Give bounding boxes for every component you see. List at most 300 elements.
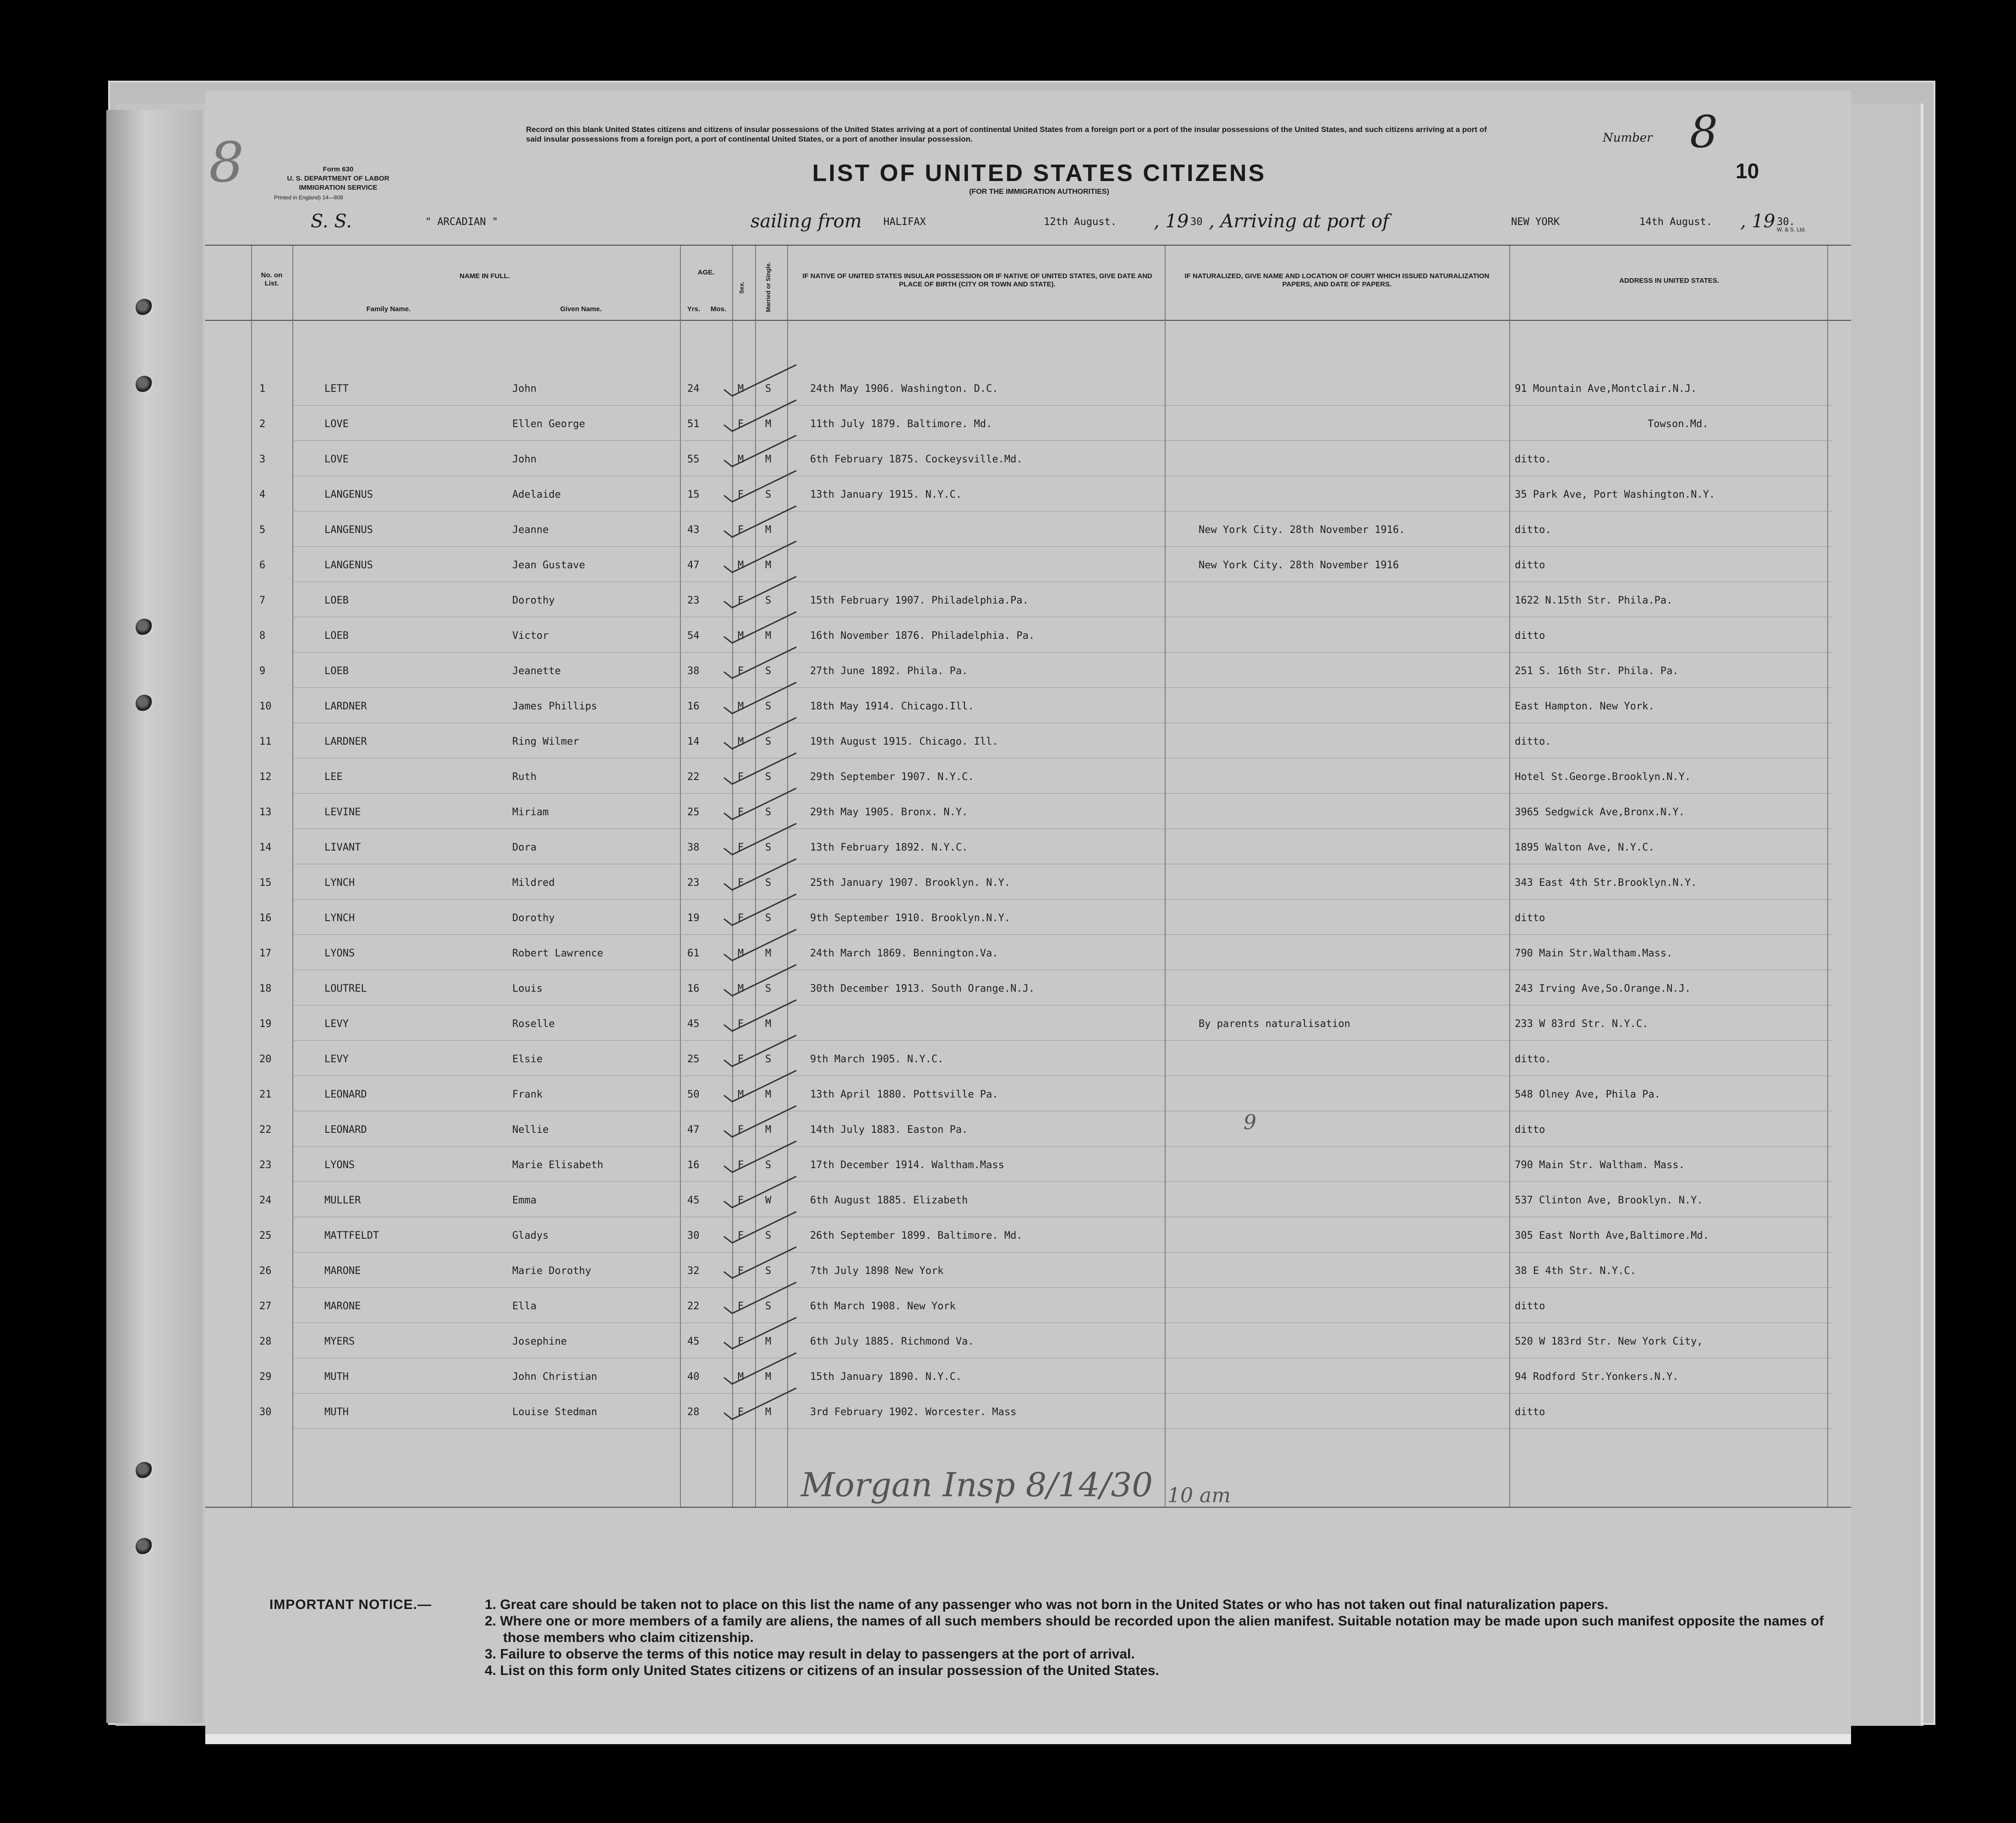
check-mark-icon: [718, 609, 810, 646]
age-years: 45: [687, 1195, 700, 1206]
check-mark-icon: [718, 538, 810, 575]
birth-details: 27th June 1892. Phila. Pa.: [810, 665, 968, 677]
check-mark-icon: [718, 891, 810, 928]
given-name: Mildred: [512, 877, 555, 889]
family-name: MYERS: [324, 1336, 355, 1347]
family-name: LOEB: [324, 630, 349, 642]
row-rule: [292, 1146, 1833, 1147]
departure-port: HALIFAX: [883, 216, 926, 228]
age-years: 61: [687, 948, 700, 959]
family-name: LARDNER: [324, 701, 367, 712]
table-row: [205, 830, 1851, 865]
birth-details: 9th March 1905. N.Y.C.: [810, 1054, 944, 1065]
age-years: 24: [687, 383, 700, 395]
age-years: 43: [687, 524, 700, 536]
marital-status: S: [765, 1230, 772, 1241]
marital-status: M: [765, 524, 772, 536]
row-number: 11: [259, 736, 272, 747]
departure-date: 12th August.: [1044, 216, 1117, 228]
table-row: [205, 1112, 1851, 1147]
age-years: 16: [687, 1159, 700, 1171]
marital-status: M: [765, 948, 772, 959]
table-row: [205, 1006, 1851, 1041]
sex: M: [738, 383, 744, 395]
row-number: 13: [259, 807, 272, 818]
check-mark-icon: [718, 750, 810, 787]
row-number: 15: [259, 877, 272, 889]
sex: M: [738, 1089, 744, 1100]
check-mark-icon: [718, 1103, 810, 1140]
us-address: ditto.: [1515, 524, 1551, 536]
naturalization-details: By parents naturalisation: [1199, 1018, 1351, 1030]
given-name: John Christian: [512, 1371, 597, 1383]
table-row: [205, 583, 1851, 618]
row-rule: [292, 1181, 1833, 1182]
sailing-label: sailing from: [751, 211, 862, 232]
sex: M: [738, 983, 744, 994]
row-rule: [292, 1393, 1833, 1394]
birth-details: 16th November 1876. Philadelphia. Pa.: [810, 630, 1035, 642]
age-years: 25: [687, 807, 700, 818]
header-married-single: Married or Single.: [765, 262, 772, 312]
header-mos: Mos.: [710, 305, 727, 313]
row-number: 5: [259, 524, 266, 536]
header-name: NAME IN FULL.: [460, 272, 510, 280]
age-years: 47: [687, 1124, 700, 1136]
check-mark-icon: [718, 821, 810, 857]
marital-status: S: [765, 595, 772, 606]
birth-details: 30th December 1913. South Orange.N.J.: [810, 983, 1035, 994]
birth-details: 15th February 1907. Philadelphia.Pa.: [810, 595, 1029, 606]
sex: F: [738, 1265, 744, 1277]
notice-item: 1. Great care should be taken not to place on this list the name of any passenger who was not born in the United States or who has not taken out final naturalization papers.: [485, 1597, 1609, 1612]
row-rule: [292, 405, 1833, 406]
family-name: LOEB: [324, 665, 349, 677]
birth-details: 19th August 1915. Chicago. Ill.: [810, 736, 998, 747]
given-name: Ellen George: [512, 418, 585, 430]
marital-status: S: [765, 771, 772, 783]
notice-label: IMPORTANT NOTICE.—: [269, 1597, 432, 1612]
header-bottom-rule: [205, 320, 1851, 321]
table-row: [205, 865, 1851, 900]
marital-status: M: [765, 1089, 772, 1100]
row-number: 27: [259, 1301, 272, 1312]
given-name: Marie Dorothy: [512, 1265, 592, 1277]
sex: F: [738, 524, 744, 536]
family-name: LYONS: [324, 1159, 355, 1171]
family-name: LYNCH: [324, 877, 355, 889]
birth-details: 29th September 1907. N.Y.C.: [810, 771, 974, 783]
us-address: 548 Olney Ave, Phila Pa.: [1515, 1089, 1660, 1100]
row-number: 10: [259, 701, 272, 712]
marital-status: S: [765, 1159, 772, 1171]
sex: F: [738, 1230, 744, 1241]
sex: F: [738, 489, 744, 500]
age-years: 19: [687, 912, 700, 924]
marital-status: S: [765, 1054, 772, 1065]
row-number: 7: [259, 595, 266, 606]
header-naturalized: IF NATURALIZED, GIVE NAME AND LOCATION OF COURT WHICH ISSUED NATURALIZATION PAPERS, AND DATE OF PAPERS.: [1184, 272, 1490, 288]
table-row: [205, 936, 1851, 971]
given-name: Dora: [512, 842, 537, 853]
row-number: 28: [259, 1336, 272, 1347]
record-instructions: Record on this blank United States citizens and citizens of insular possessions of the United States arriving at a port of continental United States from a foreign port or a port of the insular possessions of the United States, and such citizens arriving at a port of said insular possessions from a foreign port, a port of continental United States, or a port of another insular possession.: [526, 125, 1487, 143]
us-address: 233 W 83rd Str. N.Y.C.: [1515, 1018, 1649, 1030]
sex: M: [738, 560, 744, 571]
birth-details: 6th February 1875. Cockeysville.Md.: [810, 454, 1023, 465]
family-name: LETT: [324, 383, 349, 395]
table-bottom-rule: [205, 1507, 1851, 1508]
sex: F: [738, 1124, 744, 1136]
marital-status: W: [765, 1195, 772, 1206]
page-number: 10: [1736, 159, 1759, 183]
naturalization-details: New York City. 28th November 1916: [1199, 560, 1399, 571]
family-name: LEVY: [324, 1018, 349, 1030]
given-name: Gladys: [512, 1230, 549, 1241]
age-years: 51: [687, 418, 700, 430]
birth-details: 6th August 1885. Elizabeth: [810, 1195, 968, 1206]
birth-details: 13th February 1892. N.Y.C.: [810, 842, 968, 853]
age-years: 45: [687, 1018, 700, 1030]
family-name: MUTH: [324, 1371, 349, 1383]
row-number: 9: [259, 665, 266, 677]
row-number: 12: [259, 771, 272, 783]
table-row: [205, 653, 1851, 688]
birth-details: 14th July 1883. Easton Pa.: [810, 1124, 968, 1136]
row-number: 24: [259, 1195, 272, 1206]
age-years: 25: [687, 1054, 700, 1065]
birth-details: 6th July 1885. Richmond Va.: [810, 1336, 974, 1347]
family-name: LYONS: [324, 948, 355, 959]
number-label: Number: [1603, 131, 1653, 145]
marital-status: S: [765, 983, 772, 994]
given-name: Louise Stedman: [512, 1406, 597, 1418]
age-years: 30: [687, 1230, 700, 1241]
age-years: 32: [687, 1265, 700, 1277]
row-rule: [292, 899, 1833, 900]
age-years: 14: [687, 736, 700, 747]
table-row: [205, 1218, 1851, 1253]
age-years: 45: [687, 1336, 700, 1347]
row-number: 18: [259, 983, 272, 994]
check-mark-icon: [718, 362, 810, 399]
inspector-signature: Morgan Insp 8/14/30: [801, 1466, 1153, 1504]
voyage-line: [292, 211, 1823, 234]
marital-status: M: [765, 1336, 772, 1347]
given-name: Dorothy: [512, 595, 555, 606]
table-row: [205, 1395, 1851, 1429]
manifest-sheet: [205, 91, 1851, 1734]
notice-item: 4. List on this form only United States citizens or citizens of an insular possession of the United States.: [485, 1663, 1159, 1678]
check-mark-icon: [718, 856, 810, 893]
given-name: Ruth: [512, 771, 537, 783]
us-address: Hotel St.George.Brooklyn.N.Y.: [1515, 771, 1691, 783]
given-name: Victor: [512, 630, 549, 642]
binding-hole: [136, 1538, 153, 1555]
family-name: LANGENUS: [324, 489, 373, 500]
birth-details: 25th January 1907. Brooklyn. N.Y.: [810, 877, 1011, 889]
check-mark-icon: [718, 1315, 810, 1351]
age-years: 22: [687, 1301, 700, 1312]
family-name: LANGENUS: [324, 560, 373, 571]
margin-number-annotation: 9: [1244, 1111, 1256, 1134]
given-name: James Phillips: [512, 701, 597, 712]
us-address: ditto: [1515, 630, 1545, 642]
birth-details: 13th April 1880. Pottsville Pa.: [810, 1089, 998, 1100]
row-rule: [292, 687, 1833, 688]
check-mark-icon: [718, 1244, 810, 1281]
marital-status: S: [765, 665, 772, 677]
table-row: [205, 1253, 1851, 1288]
marital-status: S: [765, 489, 772, 500]
check-mark-icon: [718, 1385, 810, 1422]
sex: M: [738, 1371, 744, 1383]
us-address: 1622 N.15th Str. Phila.Pa.: [1515, 595, 1673, 606]
departure-year-prefix: , 19: [1154, 211, 1189, 232]
row-rule: [292, 1040, 1833, 1041]
notice-item: 2. Where one or more members of a family are aliens, the names of all such members should be recorded upon the alien manifest. Suitable notation may be made upon such manifest opposite the names of those members who claim citizenship.: [485, 1614, 1824, 1645]
header-family: Family Name.: [366, 305, 411, 313]
given-name: John: [512, 454, 537, 465]
row-number: 22: [259, 1124, 272, 1136]
family-name: LOUTREL: [324, 983, 367, 994]
check-mark-icon: [718, 433, 810, 469]
age-years: 23: [687, 595, 700, 606]
sex: M: [738, 701, 744, 712]
age-years: 16: [687, 701, 700, 712]
check-mark-icon: [718, 397, 810, 434]
given-name: Jeanne: [512, 524, 549, 536]
sex: F: [738, 418, 744, 430]
check-mark-icon: [718, 785, 810, 822]
row-number: 16: [259, 912, 272, 924]
us-address: ditto: [1515, 1124, 1545, 1136]
birth-details: 18th May 1914. Chicago.Ill.: [810, 701, 974, 712]
table-row: [205, 406, 1851, 441]
sex: F: [738, 1018, 744, 1030]
marital-status: S: [765, 912, 772, 924]
birth-details: 13th January 1915. N.Y.C.: [810, 489, 962, 500]
us-address: 243 Irving Ave,So.Orange.N.J.: [1515, 983, 1691, 994]
table-row: [205, 477, 1851, 512]
row-rule: [292, 934, 1833, 935]
arrival-port: NEW YORK: [1511, 216, 1560, 228]
marital-status: S: [765, 1265, 772, 1277]
number-handwritten: 8: [1690, 106, 1718, 158]
marital-status: M: [765, 1406, 772, 1418]
table-row: [205, 901, 1851, 935]
ss-label: S. S.: [311, 211, 352, 232]
us-address: 35 Park Ave, Port Washington.N.Y.: [1515, 489, 1715, 500]
notice-item: 3. Failure to observe the terms of this notice may result in delay to passengers at the port of arrival.: [485, 1647, 1135, 1662]
check-mark-icon: [718, 1174, 810, 1210]
sex: F: [738, 771, 744, 783]
us-address: ditto.: [1515, 1054, 1551, 1065]
family-name: LEVINE: [324, 807, 361, 818]
family-name: LOVE: [324, 418, 349, 430]
us-address: 305 East North Ave,Baltimore.Md.: [1515, 1230, 1709, 1241]
sex: F: [738, 807, 744, 818]
check-mark-icon: [718, 997, 810, 1034]
family-name: LYNCH: [324, 912, 355, 924]
marital-status: S: [765, 383, 772, 395]
table-row: [205, 689, 1851, 724]
header-given: Given Name.: [560, 305, 602, 313]
birth-details: 9th September 1910. Brooklyn.N.Y.: [810, 912, 1011, 924]
check-mark-icon: [718, 1138, 810, 1175]
given-name: Marie Elisabeth: [512, 1159, 603, 1171]
service-name: IMMIGRATION SERVICE: [299, 184, 378, 192]
birth-details: 26th September 1899. Baltimore. Md.: [810, 1230, 1023, 1241]
sex: M: [738, 630, 744, 642]
header-sex: Sex.: [738, 281, 745, 294]
given-name: Dorothy: [512, 912, 555, 924]
us-address: ditto.: [1515, 454, 1551, 465]
given-name: Jeanette: [512, 665, 561, 677]
check-mark-icon: [718, 715, 810, 752]
check-mark-icon: [718, 962, 810, 999]
row-number: 3: [259, 454, 266, 465]
table-row: [205, 795, 1851, 829]
check-mark-icon: [718, 1209, 810, 1246]
binding-hole: [136, 376, 153, 393]
row-rule: [292, 546, 1833, 547]
marital-status: S: [765, 842, 772, 853]
us-address: 537 Clinton Ave, Brooklyn. N.Y.: [1515, 1195, 1703, 1206]
age-years: 28: [687, 1406, 700, 1418]
sex: F: [738, 842, 744, 853]
naturalization-details: New York City. 28th November 1916.: [1199, 524, 1405, 536]
arriving-label: , Arriving at port of: [1209, 211, 1389, 232]
age-years: 47: [687, 560, 700, 571]
row-number: 29: [259, 1371, 272, 1383]
table-row: [205, 1148, 1851, 1182]
birth-details: 29th May 1905. Bronx. N.Y.: [810, 807, 968, 818]
us-address: ditto.: [1515, 736, 1551, 747]
age-years: 50: [687, 1089, 700, 1100]
table-row: [205, 1183, 1851, 1218]
marital-status: S: [765, 807, 772, 818]
sex: M: [738, 736, 744, 747]
birth-details: 3rd February 1902. Worcester. Mass: [810, 1406, 1017, 1418]
check-mark-icon: [718, 927, 810, 963]
family-name: MARONE: [324, 1265, 361, 1277]
arrival-year-prefix: , 19: [1740, 211, 1775, 232]
printer-mark: W. & S. Ltd.: [1777, 226, 1806, 233]
header-no: No. on List.: [261, 271, 283, 287]
ledger-binding: [106, 110, 203, 1723]
given-name: Miriam: [512, 807, 549, 818]
marital-status: S: [765, 701, 772, 712]
binding-hole: [136, 695, 153, 712]
row-number: 21: [259, 1089, 272, 1100]
us-address: East Hampton. New York.: [1515, 701, 1654, 712]
given-name: Adelaide: [512, 489, 561, 500]
us-address: 3965 Sedgwick Ave,Bronx.N.Y.: [1515, 807, 1685, 818]
family-name: MUTH: [324, 1406, 349, 1418]
age-years: 54: [687, 630, 700, 642]
age-years: 38: [687, 665, 700, 677]
table-row: [205, 442, 1851, 477]
notice-items: [485, 1597, 1836, 1679]
family-name: LEE: [324, 771, 343, 783]
printed-note: Printed in England) 14—608: [274, 194, 343, 201]
family-name: MATTFELDT: [324, 1230, 379, 1241]
us-address: Towson.Md.: [1648, 418, 1709, 430]
family-name: LEVY: [324, 1054, 349, 1065]
sex: F: [738, 1159, 744, 1171]
birth-details: 6th March 1908. New York: [810, 1301, 956, 1312]
check-mark-icon: [718, 1032, 810, 1069]
us-address: ditto: [1515, 560, 1545, 571]
sex: F: [738, 1195, 744, 1206]
age-years: 23: [687, 877, 700, 889]
row-number: 26: [259, 1265, 272, 1277]
marital-status: M: [765, 418, 772, 430]
page-title: LIST OF UNITED STATES CITIZENS: [812, 160, 1266, 187]
sex: F: [738, 1301, 744, 1312]
family-name: MARONE: [324, 1301, 361, 1312]
given-name: Jean Gustave: [512, 560, 585, 571]
marital-status: M: [765, 630, 772, 642]
given-name: Ella: [512, 1301, 537, 1312]
row-number: 17: [259, 948, 272, 959]
table-row: [205, 724, 1851, 759]
check-mark-icon: [718, 1068, 810, 1104]
birth-details: 11th July 1879. Baltimore. Md.: [810, 418, 992, 430]
check-mark-icon: [718, 503, 810, 540]
arrival-date: 14th August.: [1639, 216, 1712, 228]
header-address: ADDRESS IN UNITED STATES.: [1619, 277, 1719, 285]
row-number: 6: [259, 560, 266, 571]
row-number: 23: [259, 1159, 272, 1171]
age-years: 55: [687, 454, 700, 465]
us-address: 38 E 4th Str. N.Y.C.: [1515, 1265, 1636, 1277]
row-number: 30: [259, 1406, 272, 1418]
table-row: [205, 759, 1851, 794]
marital-status: M: [765, 1124, 772, 1136]
row-number: 2: [259, 418, 266, 430]
given-name: Elsie: [512, 1054, 543, 1065]
table-row: [205, 1359, 1851, 1394]
family-name: LIVANT: [324, 842, 361, 853]
row-rule: [292, 1287, 1833, 1288]
department-name: U. S. DEPARTMENT OF LABOR: [287, 175, 389, 182]
us-address: 790 Main Str.Waltham.Mass.: [1515, 948, 1673, 959]
sex: F: [738, 1054, 744, 1065]
table-row: [205, 971, 1851, 1006]
birth-details: 24th May 1906. Washington. D.C.: [810, 383, 998, 395]
age-years: 16: [687, 983, 700, 994]
binding-hole: [136, 1462, 153, 1479]
marital-status: S: [765, 736, 772, 747]
marital-status: M: [765, 1371, 772, 1383]
given-name: Emma: [512, 1195, 537, 1206]
given-name: Louis: [512, 983, 543, 994]
age-years: 38: [687, 842, 700, 853]
check-mark-icon: [718, 644, 810, 681]
table-row: [205, 548, 1851, 582]
page-subtitle: (FOR THE IMMIGRATION AUTHORITIES): [969, 188, 1109, 196]
sex: F: [738, 877, 744, 889]
age-years: 40: [687, 1371, 700, 1383]
us-address: ditto: [1515, 912, 1545, 924]
sex: F: [738, 1336, 744, 1347]
us-address: 251 S. 16th Str. Phila. Pa.: [1515, 665, 1679, 677]
arrival-year: 30.: [1777, 216, 1795, 228]
marital-status: M: [765, 454, 772, 465]
table-row: [205, 1289, 1851, 1323]
